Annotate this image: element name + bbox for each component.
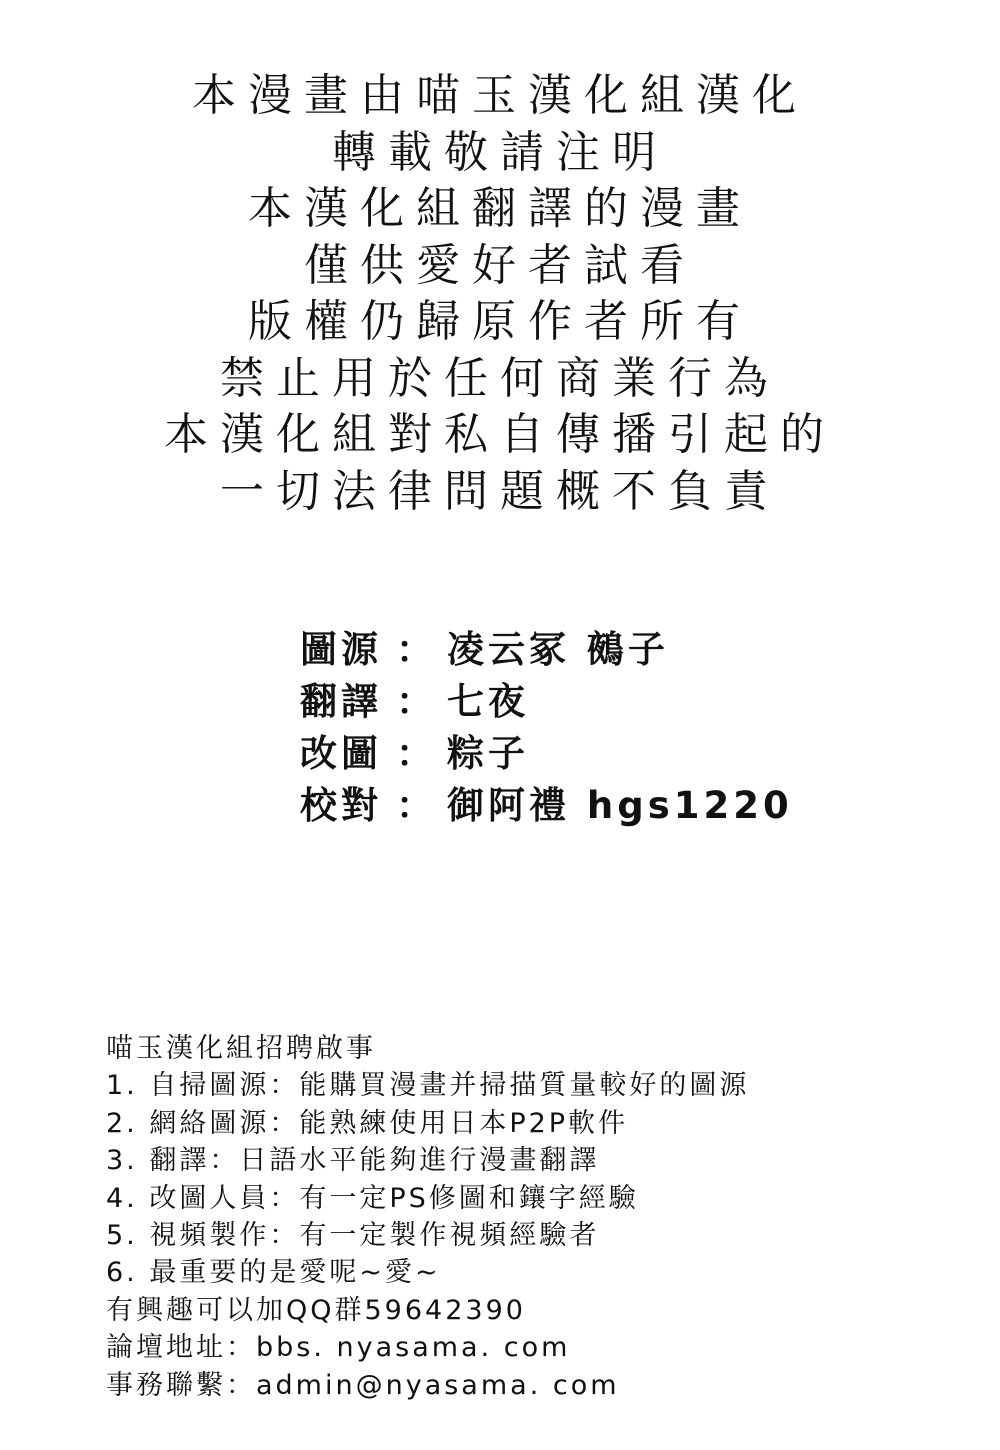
credit-row-source	[300, 620, 940, 672]
disclaimer-line: 僅供愛好者試看	[304, 239, 696, 291]
credit-name: 粽子	[447, 732, 529, 775]
credit-colon: ：	[396, 732, 433, 775]
credit-row-proofreading	[300, 776, 940, 828]
credit-colon: ：	[396, 784, 433, 827]
recruit-heading: 喵玉漢化組招聘啟事	[106, 1033, 376, 1064]
disclaimer-line: 本漫畫由喵玉漢化組漢化	[192, 70, 808, 121]
disclaimer-line: 版權仍歸原作者所有	[248, 296, 752, 347]
disclaimer-line: 一切法律問題概不負責	[220, 465, 780, 517]
recruit-line: 6. 最重要的是愛呢~愛~	[106, 1257, 441, 1289]
credit-role: 翻譯	[300, 680, 382, 723]
credit-row-translation	[300, 672, 940, 724]
credit-role: 圖源	[300, 628, 382, 671]
credit-role: 校對	[300, 784, 382, 827]
recruit-line: 4. 改圖人員：有一定PS修圖和鑲字經驗	[106, 1182, 639, 1214]
credit-name: 七夜	[447, 680, 529, 723]
credit-colon: ：	[396, 628, 433, 671]
credits-block	[300, 620, 940, 828]
recruit-contact-email: 事務聯繫：admin@nyasama. com	[106, 1369, 620, 1401]
disclaimer-line: 轉載敬請注明	[332, 126, 668, 178]
recruit-forum-address: 論壇地址：bbs. nyasama. com	[106, 1332, 571, 1364]
credit-role: 改圖	[300, 732, 382, 775]
credit-colon: ：	[396, 680, 433, 723]
disclaimer-line: 本漢化組對私自傳播引起的	[164, 409, 836, 460]
recruitment-notice	[106, 1030, 966, 1404]
recruit-line: 5. 視頻製作：有一定製作視頻經驗者	[106, 1219, 600, 1251]
recruit-line: 1. 自掃圖源：能購買漫畫并掃描質量較好的圖源	[106, 1070, 750, 1102]
disclaimer-line: 禁止用於任何商業行為	[220, 352, 780, 404]
disclaimer-line: 本漢化組翻譯的漫畫	[248, 183, 752, 234]
credit-name: 凌云冢 鵺子	[447, 628, 669, 671]
credit-row-editing	[300, 724, 940, 776]
disclaimer-block	[0, 68, 1000, 520]
credit-name: 御阿禮 hgs1220	[447, 784, 793, 827]
recruit-qq-group: 有興趣可以加QQ群59642390	[106, 1294, 526, 1326]
recruit-line: 2. 網絡圖源：能熟練使用日本P2P軟件	[106, 1107, 629, 1139]
recruit-line: 3. 翻譯：日語水平能夠進行漫畫翻譯	[106, 1145, 600, 1177]
